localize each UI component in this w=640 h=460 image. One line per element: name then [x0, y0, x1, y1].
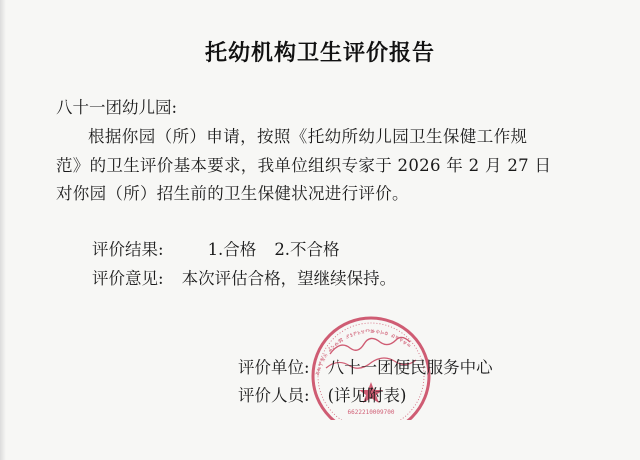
- result-option-pass: 1.合格: [207, 240, 257, 259]
- evaluation-unit-value: 八十一团便民服务中心: [327, 358, 493, 377]
- body-line-1: 根据你园（所）申请，按照《托幼所幼儿园卫生保健工作规: [88, 127, 528, 146]
- evaluation-opinion-label: 评价意见:: [92, 269, 164, 288]
- evaluation-staff-value: (详见附表): [327, 386, 407, 405]
- evaluation-unit-row: [238, 354, 493, 378]
- body-line-2: 范》的卫生评价基本要求，我单位组织专家于 2026 年 2 月 27 日: [56, 156, 552, 175]
- result-option-fail: 2.不合格: [274, 240, 340, 259]
- document-title: 托幼机构卫生评价报告: [204, 41, 435, 66]
- svg-text:ⰶⰸⰹⰺⰻ ⰼⰽⰾⰿ ⱀⱁⱂⱃⱄⱅⱆⱇⱈⱉ ⱊⱋⱌⱍⱎ: ⰶⰸⰹⰺⰻ ⰼⰽⰾⰿ ⱀⱁⱂⱃⱄⱅⱆⱇⱈⱉ ⱊⱋⱌⱍⱎ: [314, 328, 413, 377]
- body-line-3: 对你园（所）招生前的卫生保健状况进行评价。: [56, 184, 409, 203]
- evaluation-opinion-text: 本次评估合格，望继续保持。: [181, 269, 397, 288]
- evaluation-opinion-row: [92, 265, 396, 289]
- evaluation-staff-row: [238, 382, 406, 406]
- evaluation-result-row: [92, 236, 340, 260]
- evaluation-unit-label: 评价单位:: [238, 358, 310, 377]
- evaluation-result-label: 评价结果:: [92, 240, 164, 259]
- seal-number: 6622210009700: [347, 409, 395, 416]
- addressee: 八十一团幼儿园:: [56, 98, 178, 117]
- scan-edge: [0, 0, 6, 460]
- evaluation-staff-label: 评价人员:: [238, 386, 310, 405]
